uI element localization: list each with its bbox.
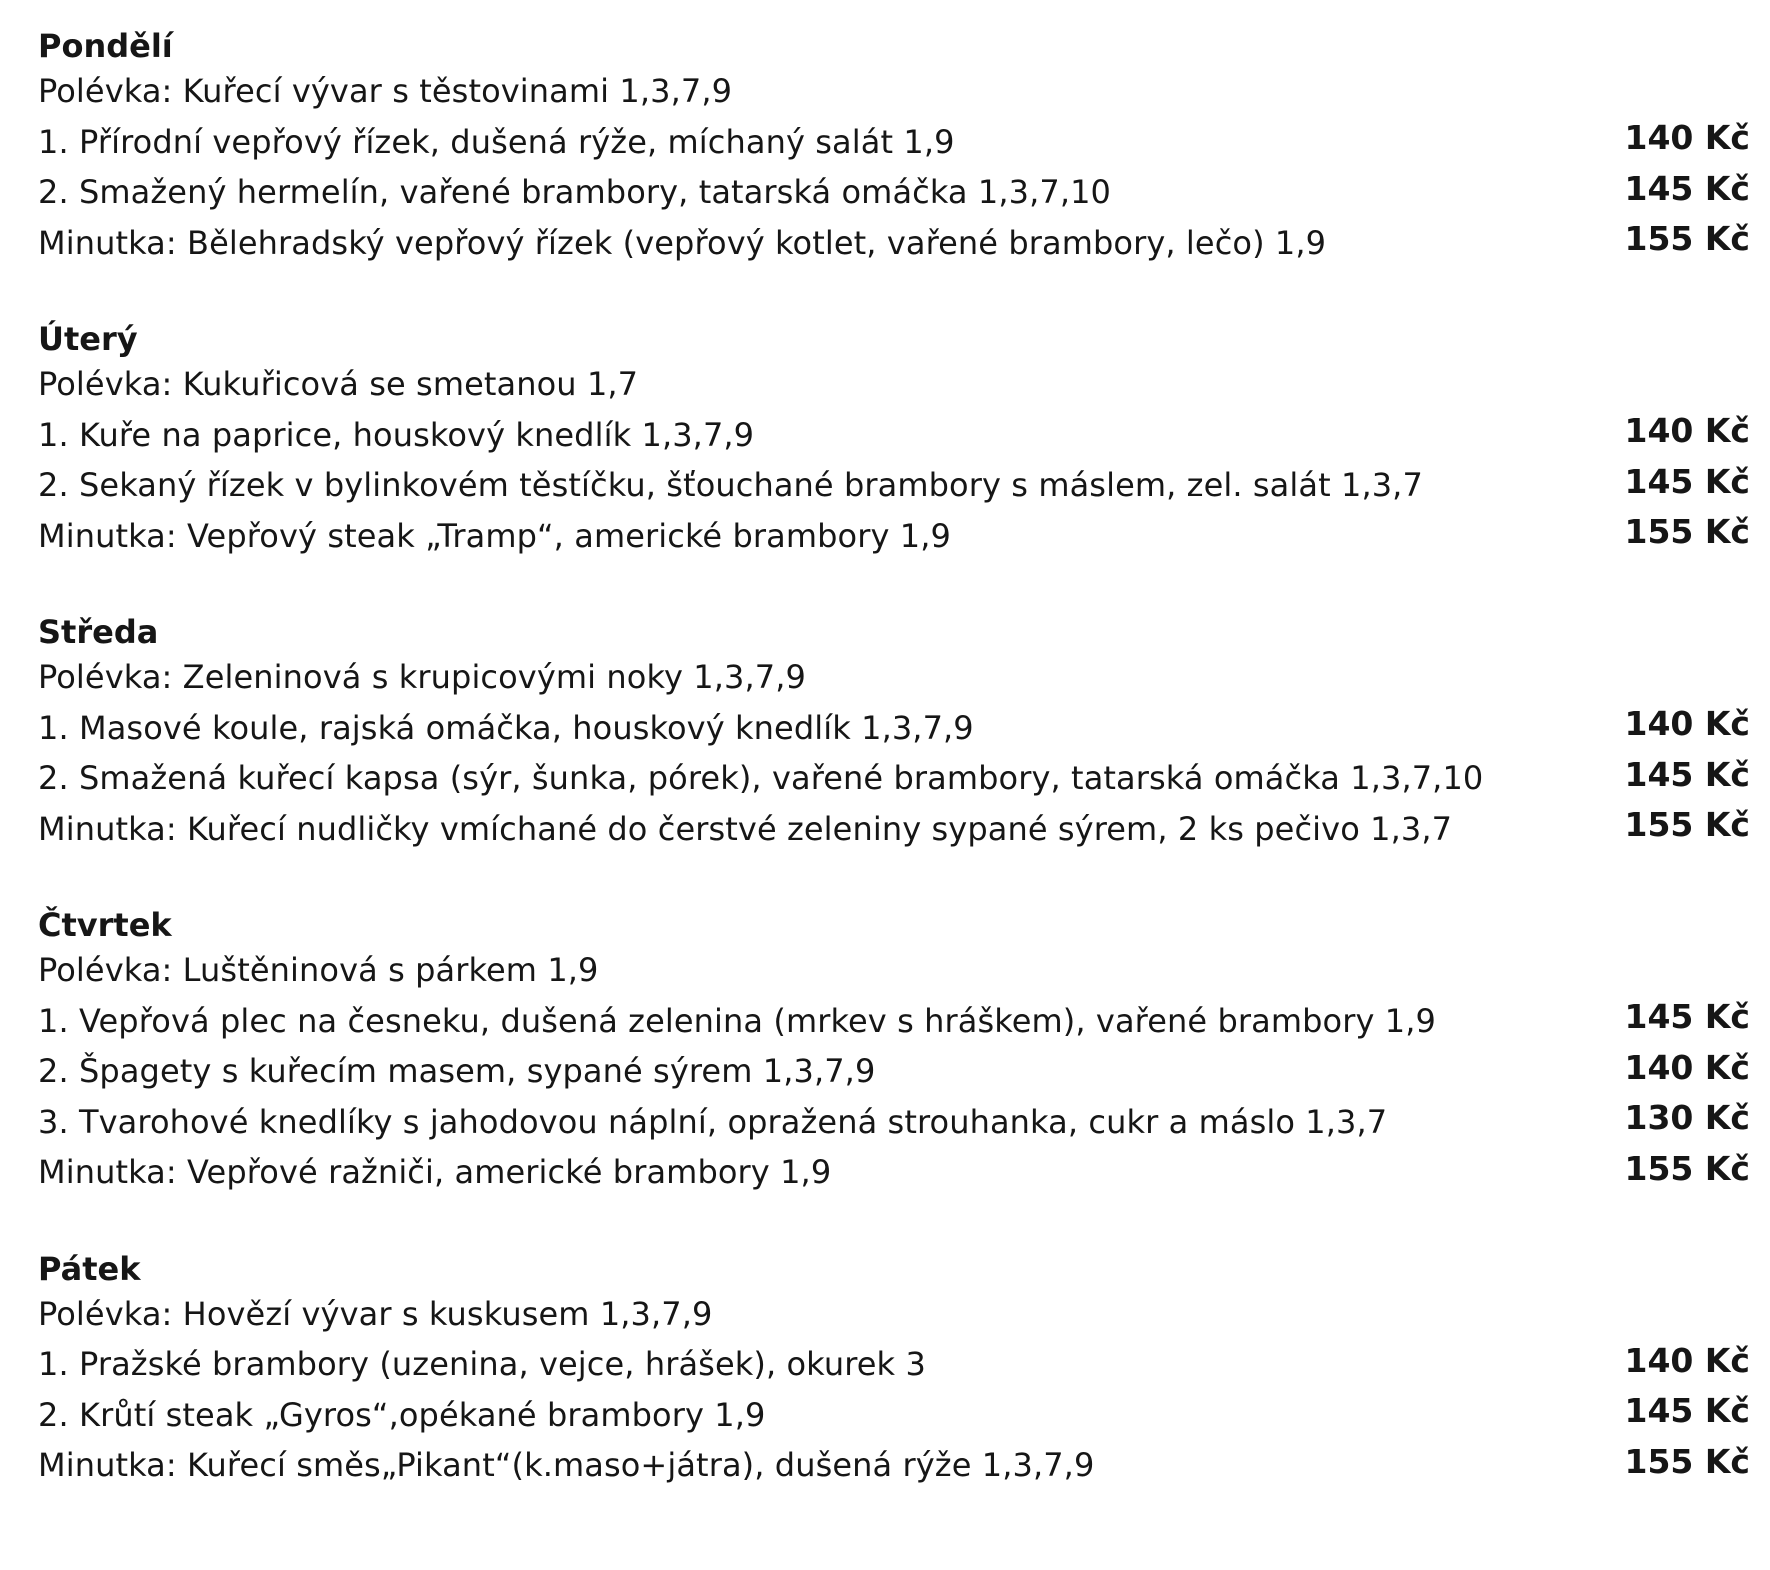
menu-item bbox=[38, 1339, 1750, 1390]
price: 140 Kč bbox=[1624, 118, 1750, 158]
menu-item bbox=[38, 996, 1750, 1047]
price: 140 Kč bbox=[1624, 704, 1750, 744]
menu-item bbox=[38, 460, 1750, 511]
menu-item bbox=[38, 167, 1750, 218]
day-title: Čtvrtek bbox=[38, 906, 172, 944]
price: 155 Kč bbox=[1624, 805, 1750, 845]
price: 145 Kč bbox=[1624, 754, 1750, 794]
price: 130 Kč bbox=[1624, 1098, 1750, 1138]
dish-text: 2. Sekaný řízek v bylinkovém těstíčku, šťouchané brambory s máslem, zel. salát 1,3,7 bbox=[38, 466, 1423, 505]
soup-text: Polévka: Kukuřicová se smetanou 1,7 bbox=[38, 365, 639, 404]
dish-text: 2. Smažená kuřecí kapsa (sýr, šunka, pórek), vařené brambory, tatarská omáčka 1,3,7,10 bbox=[38, 759, 1484, 798]
price: 145 Kč bbox=[1624, 461, 1750, 501]
price: 155 Kč bbox=[1624, 512, 1750, 552]
weekly-menu bbox=[38, 26, 1750, 1542]
menu-item bbox=[38, 1390, 1750, 1441]
menu-item bbox=[38, 1046, 1750, 1097]
price: 145 Kč bbox=[1624, 168, 1750, 208]
menu-item bbox=[38, 804, 1750, 855]
dish-text: Minutka: Bělehradský vepřový řízek (vepřový kotlet, vařené brambory, lečo) 1,9 bbox=[38, 223, 1327, 262]
dish-text: 1. Pražské brambory (uzenina, vejce, hrášek), okurek 3 bbox=[38, 1345, 926, 1384]
dish-text: Minutka: Vepřové ražniči, americké brambory 1,9 bbox=[38, 1153, 832, 1192]
menu-item bbox=[38, 753, 1750, 804]
dish-text: 1. Vepřová plec na česneku, dušená zelenina (mrkev s hráškem), vařené brambory 1,9 bbox=[38, 1001, 1436, 1040]
menu-item bbox=[38, 1440, 1750, 1491]
soup-text: Polévka: Zeleninová s krupicovými noky 1,3,7,9 bbox=[38, 658, 806, 697]
price: 145 Kč bbox=[1624, 997, 1750, 1037]
dish-text: 1. Přírodní vepřový řízek, dušená rýže, míchaný salát 1,9 bbox=[38, 122, 955, 161]
price: 140 Kč bbox=[1624, 1340, 1750, 1380]
dish-text: 2. Špagety s kuřecím masem, sypané sýrem 1,3,7,9 bbox=[38, 1052, 876, 1091]
dish-text: 1. Masové koule, rajská omáčka, houskový knedlík 1,3,7,9 bbox=[38, 708, 974, 747]
soup-row bbox=[38, 652, 1750, 703]
price: 140 Kč bbox=[1624, 1047, 1750, 1087]
dish-text: 1. Kuře na paprice, houskový knedlík 1,3,7,9 bbox=[38, 415, 755, 454]
dish-text: Minutka: Kuřecí nudličky vmíchané do čerstvé zeleniny sypané sýrem, 2 ks pečivo 1,3,7 bbox=[38, 809, 1453, 848]
menu-item bbox=[38, 218, 1750, 269]
soup-text: Polévka: Luštěninová s párkem 1,9 bbox=[38, 951, 599, 990]
soup-row bbox=[38, 945, 1750, 996]
soup-text: Polévka: Kuřecí vývar s těstovinami 1,3,7,9 bbox=[38, 72, 733, 111]
dish-text: Minutka: Kuřecí směs„Pikant“(k.maso+játra), dušená rýže 1,3,7,9 bbox=[38, 1446, 1095, 1485]
menu-item bbox=[38, 1147, 1750, 1198]
soup-row bbox=[38, 66, 1750, 117]
day-title: Středa bbox=[38, 613, 159, 651]
day-title: Pátek bbox=[38, 1249, 141, 1288]
menu-item bbox=[38, 511, 1750, 562]
soup-text: Polévka: Hovězí vývar s kuskusem 1,3,7,9 bbox=[38, 1294, 713, 1333]
menu-item bbox=[38, 1097, 1750, 1148]
day-friday bbox=[38, 1249, 1750, 1491]
dish-text: Minutka: Vepřový steak „Tramp“, americké brambory 1,9 bbox=[38, 516, 951, 555]
menu-item bbox=[38, 117, 1750, 168]
day-title: Úterý bbox=[38, 320, 138, 358]
day-monday bbox=[38, 26, 1750, 268]
price: 155 Kč bbox=[1624, 219, 1750, 259]
dish-text: 2. Smažený hermelín, vařené brambory, tatarská omáčka 1,3,7,10 bbox=[38, 173, 1112, 212]
menu-item bbox=[38, 410, 1750, 461]
soup-row bbox=[38, 1289, 1750, 1340]
price: 140 Kč bbox=[1624, 411, 1750, 451]
price: 155 Kč bbox=[1624, 1148, 1750, 1188]
dish-text: 2. Krůtí steak „Gyros“,opékané brambory 1,9 bbox=[38, 1395, 766, 1434]
day-thursday bbox=[38, 905, 1750, 1198]
day-tuesday bbox=[38, 319, 1750, 561]
price: 155 Kč bbox=[1624, 1441, 1750, 1481]
price: 145 Kč bbox=[1624, 1391, 1750, 1431]
menu-item bbox=[38, 703, 1750, 754]
day-wednesday bbox=[38, 612, 1750, 854]
day-title: Pondělí bbox=[38, 27, 173, 65]
dish-text: 3. Tvarohové knedlíky s jahodovou náplní, opražená strouhanka, cukr a máslo 1,3,7 bbox=[38, 1102, 1388, 1141]
soup-row bbox=[38, 359, 1750, 410]
